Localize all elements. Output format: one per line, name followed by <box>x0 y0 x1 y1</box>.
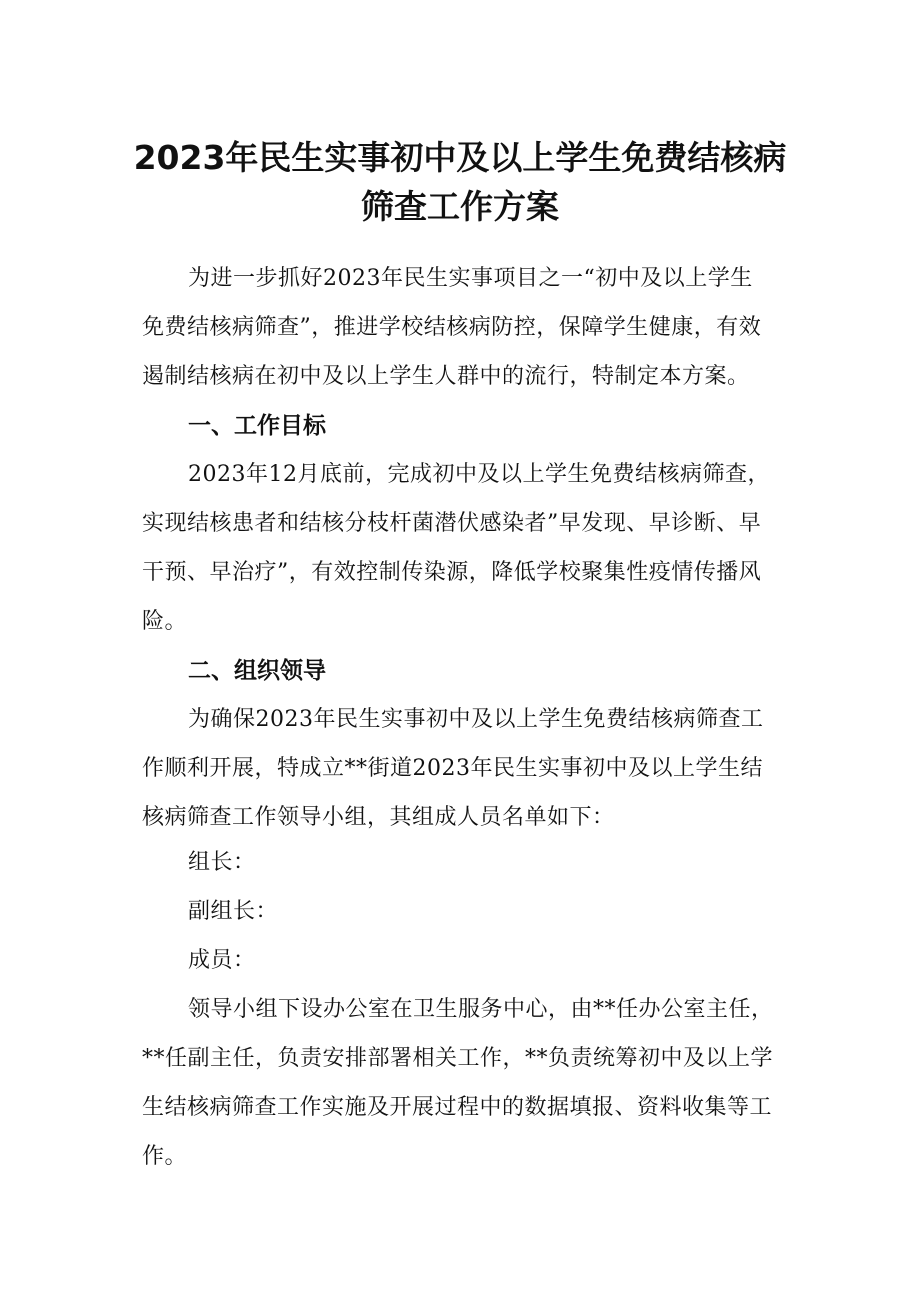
deputy-leader-label: 副组长： <box>188 899 279 924</box>
members-label: 成员： <box>188 948 256 973</box>
section1-paragraph-line: 实现结核患者和结核分枝杆菌潜伏感染者”早发现、早诊断、早 <box>142 511 762 536</box>
leader-label: 组长： <box>188 850 256 875</box>
document-title-line-2: 筛查工作方案 <box>361 187 559 226</box>
section2-paragraph-line: **任副主任，负责安排部署相关工作，**负责统筹初中及以上学 <box>142 1046 774 1071</box>
section-heading-organization: 二、组织领导 <box>188 658 326 684</box>
section2-paragraph-line: 核病筛查工作领导小组，其组成人员名单如下： <box>142 805 615 830</box>
section-heading-work-goals: 一、工作目标 <box>188 413 326 439</box>
section2-paragraph-line: 领导小组下设办公室在卫生服务中心，由**任办公室主任， <box>188 997 774 1022</box>
section1-paragraph-line: 2023年12月底前，完成初中及以上学生免费结核病筛查， <box>188 462 770 487</box>
section1-paragraph-line: 干预、早治疗”，有效控制传染源，降低学校聚集性疫情传播风 <box>142 560 762 585</box>
section2-paragraph-line: 为确保2023年民生实事初中及以上学生免费结核病筛查工 <box>188 707 764 732</box>
section2-paragraph-line: 生结核病筛查工作实施及开展过程中的数据填报、资料收集等工 <box>142 1095 773 1120</box>
intro-paragraph-line: 免费结核病筛查”，推进学校结核病防控，保障学生健康，有效 <box>142 315 762 340</box>
intro-paragraph-line: 为进一步抓好2023年民生实事项目之一“初中及以上学生 <box>188 266 753 291</box>
section1-paragraph-line: 险。 <box>142 609 188 634</box>
document-title-line-1: 2023年民生实事初中及以上学生免费结核病 <box>133 138 787 177</box>
section2-paragraph-line: 作顺利开展，特成立**街道2023年民生实事初中及以上学生结 <box>142 756 763 781</box>
section2-paragraph-line: 作。 <box>142 1144 188 1169</box>
intro-paragraph-line: 遏制结核病在初中及以上学生人群中的流行，特制定本方案。 <box>142 364 750 389</box>
